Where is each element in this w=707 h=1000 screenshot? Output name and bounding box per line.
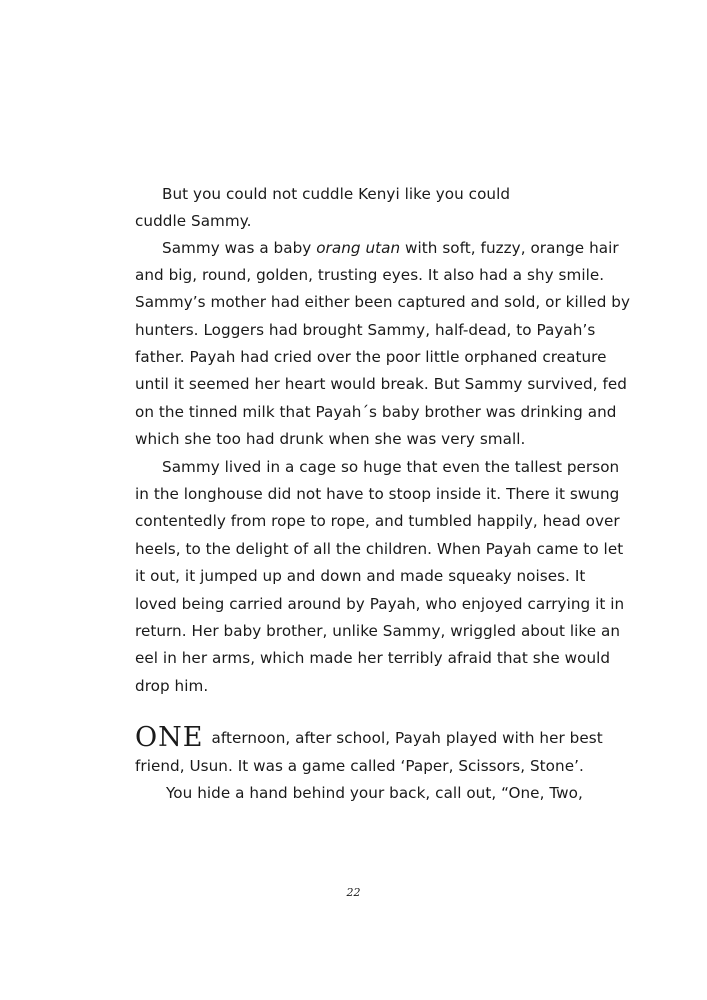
text-span: Sammy lived in a cage so huge that even the tallest person	[162, 458, 620, 476]
text-line	[135, 265, 604, 285]
text-span: it out, it jumped up and down and made squeaky noises. It	[135, 567, 586, 585]
text-line	[162, 184, 510, 204]
text-line	[135, 429, 525, 449]
text-span: cuddle Sammy.	[135, 212, 252, 230]
italic-phrase: orang utan	[316, 239, 401, 257]
text-line	[135, 594, 624, 614]
text-span: hunters. Loggers had brought Sammy, half-dead, to Payah’s	[135, 321, 596, 339]
text-span: return. Her baby brother, unlike Sammy, wriggled about like an	[135, 622, 621, 640]
text-line	[135, 539, 623, 559]
text-line	[162, 457, 619, 477]
text-span: in the longhouse did not have to stoop inside it. There it swung	[135, 485, 620, 503]
text-line	[135, 566, 585, 586]
text-span: But you could not cuddle Kenyi like you could	[162, 185, 511, 203]
text-span: and big, round, golden, trusting eyes. It also had a shy smile.	[135, 266, 605, 284]
text-span: friend, Usun. It was a game called ‘Paper, Scissors, Stone’.	[135, 757, 584, 775]
text-line	[166, 783, 583, 803]
text-line	[135, 292, 630, 312]
text-span: loved being carried around by Payah, who enjoyed carrying it in	[135, 595, 625, 613]
page-number: 22	[346, 886, 361, 899]
text-line	[135, 648, 610, 668]
text-span: heels, to the delight of all the children. When Payah came to let	[135, 540, 624, 558]
text-line	[135, 211, 251, 231]
text-span: eel in her arms, which made her terribly afraid that she would	[135, 649, 611, 667]
text-line	[135, 676, 208, 696]
text-line	[135, 722, 603, 753]
text-line	[135, 402, 616, 422]
text-line	[135, 484, 619, 504]
drop-cap-word: ONE	[135, 722, 204, 753]
text-span: with soft, fuzzy, orange hair	[400, 239, 619, 257]
text-line	[135, 621, 620, 641]
text-span: drop him.	[135, 677, 209, 695]
text-span: father. Payah had cried over the poor little orphaned creature	[135, 348, 607, 366]
text-span: You hide a hand behind your back, call out, “One, Two,	[166, 784, 583, 802]
text-line	[135, 374, 627, 394]
text-span: Sammy was a baby	[162, 239, 317, 257]
text-span: contentedly from rope to rope, and tumbled happily, head over	[135, 512, 620, 530]
text-span: on the tinned milk that Payah´s baby brother was drinking and	[135, 403, 617, 421]
text-line	[162, 238, 619, 258]
text-span: Sammy’s mother had either been captured and sold, or killed by	[135, 293, 630, 311]
text-line	[135, 756, 584, 776]
text-line	[135, 511, 620, 531]
text-span: until it seemed her heart would break. But Sammy survived, fed	[135, 375, 627, 393]
text-span: which she too had drunk when she was very small.	[135, 430, 526, 448]
text-line	[135, 347, 607, 367]
text-span: afternoon, after school, Payah played with her best	[211, 729, 603, 747]
text-line	[135, 320, 595, 340]
